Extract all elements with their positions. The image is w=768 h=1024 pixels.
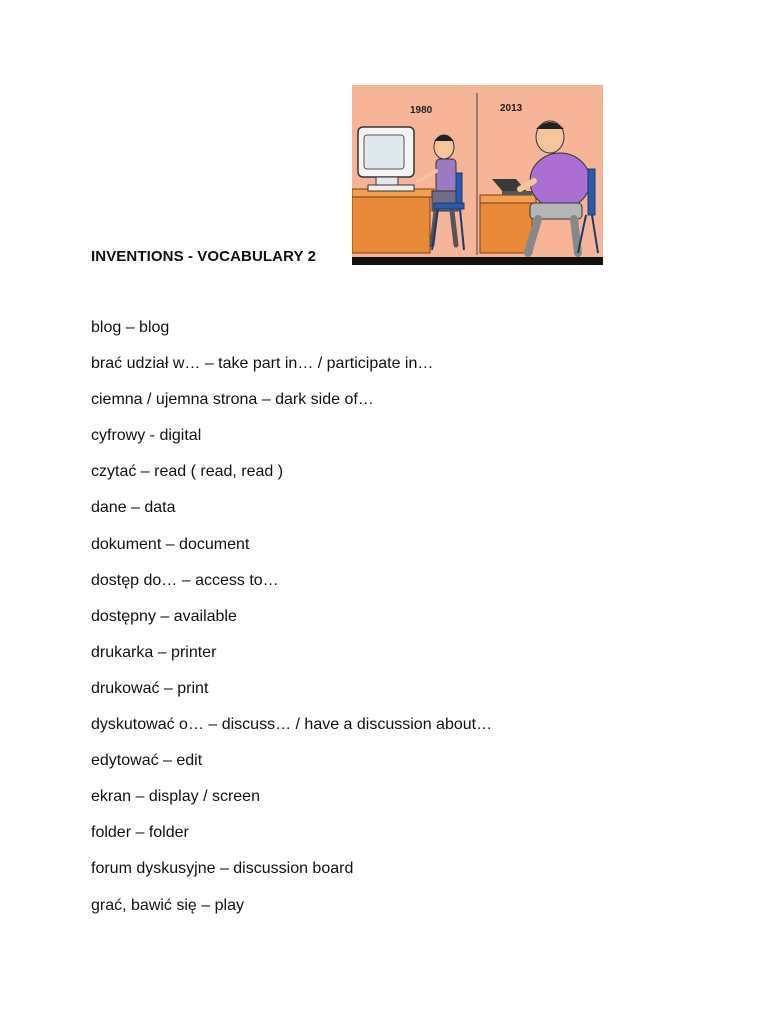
year-label-2013: 2013 [500,103,523,114]
vocab-item: ekran – display / screen [91,788,260,806]
vocab-item: dane – data [91,499,176,517]
vocab-item: cyfrowy - digital [91,427,202,445]
vocab-item: dostęp do… – access to… [91,571,279,589]
document-title: INVENTIONS - VOCABULARY 2 [91,248,317,265]
cartoon-illustration [352,85,603,265]
vocab-item: forum dyskusyjne – discussion board [91,860,354,878]
vocab-item: drukować – print [91,679,209,697]
vocab-item: blog – blog [91,319,170,336]
vocab-item: dokument – document [91,535,250,553]
vocab-item: ciemna / ujemna strona – dark side of… [91,391,374,409]
year-label-1980: 1980 [410,105,433,116]
vocab-item: folder – folder [91,824,189,842]
vocab-item: drukarka – printer [91,643,217,661]
vocab-item: grać, bawić się – play [91,896,244,914]
vocab-item: edytować – edit [91,752,203,770]
vocab-item: brać udział w… – take part in… / participate in… [91,355,434,373]
vocabulary-list [91,318,492,932]
vocab-item: dyskutować o… – discuss… / have a discussion about… [91,716,493,734]
vocab-item: dostępny – available [91,607,237,625]
vocab-item: czytać – read ( read, read ) [91,463,284,481]
